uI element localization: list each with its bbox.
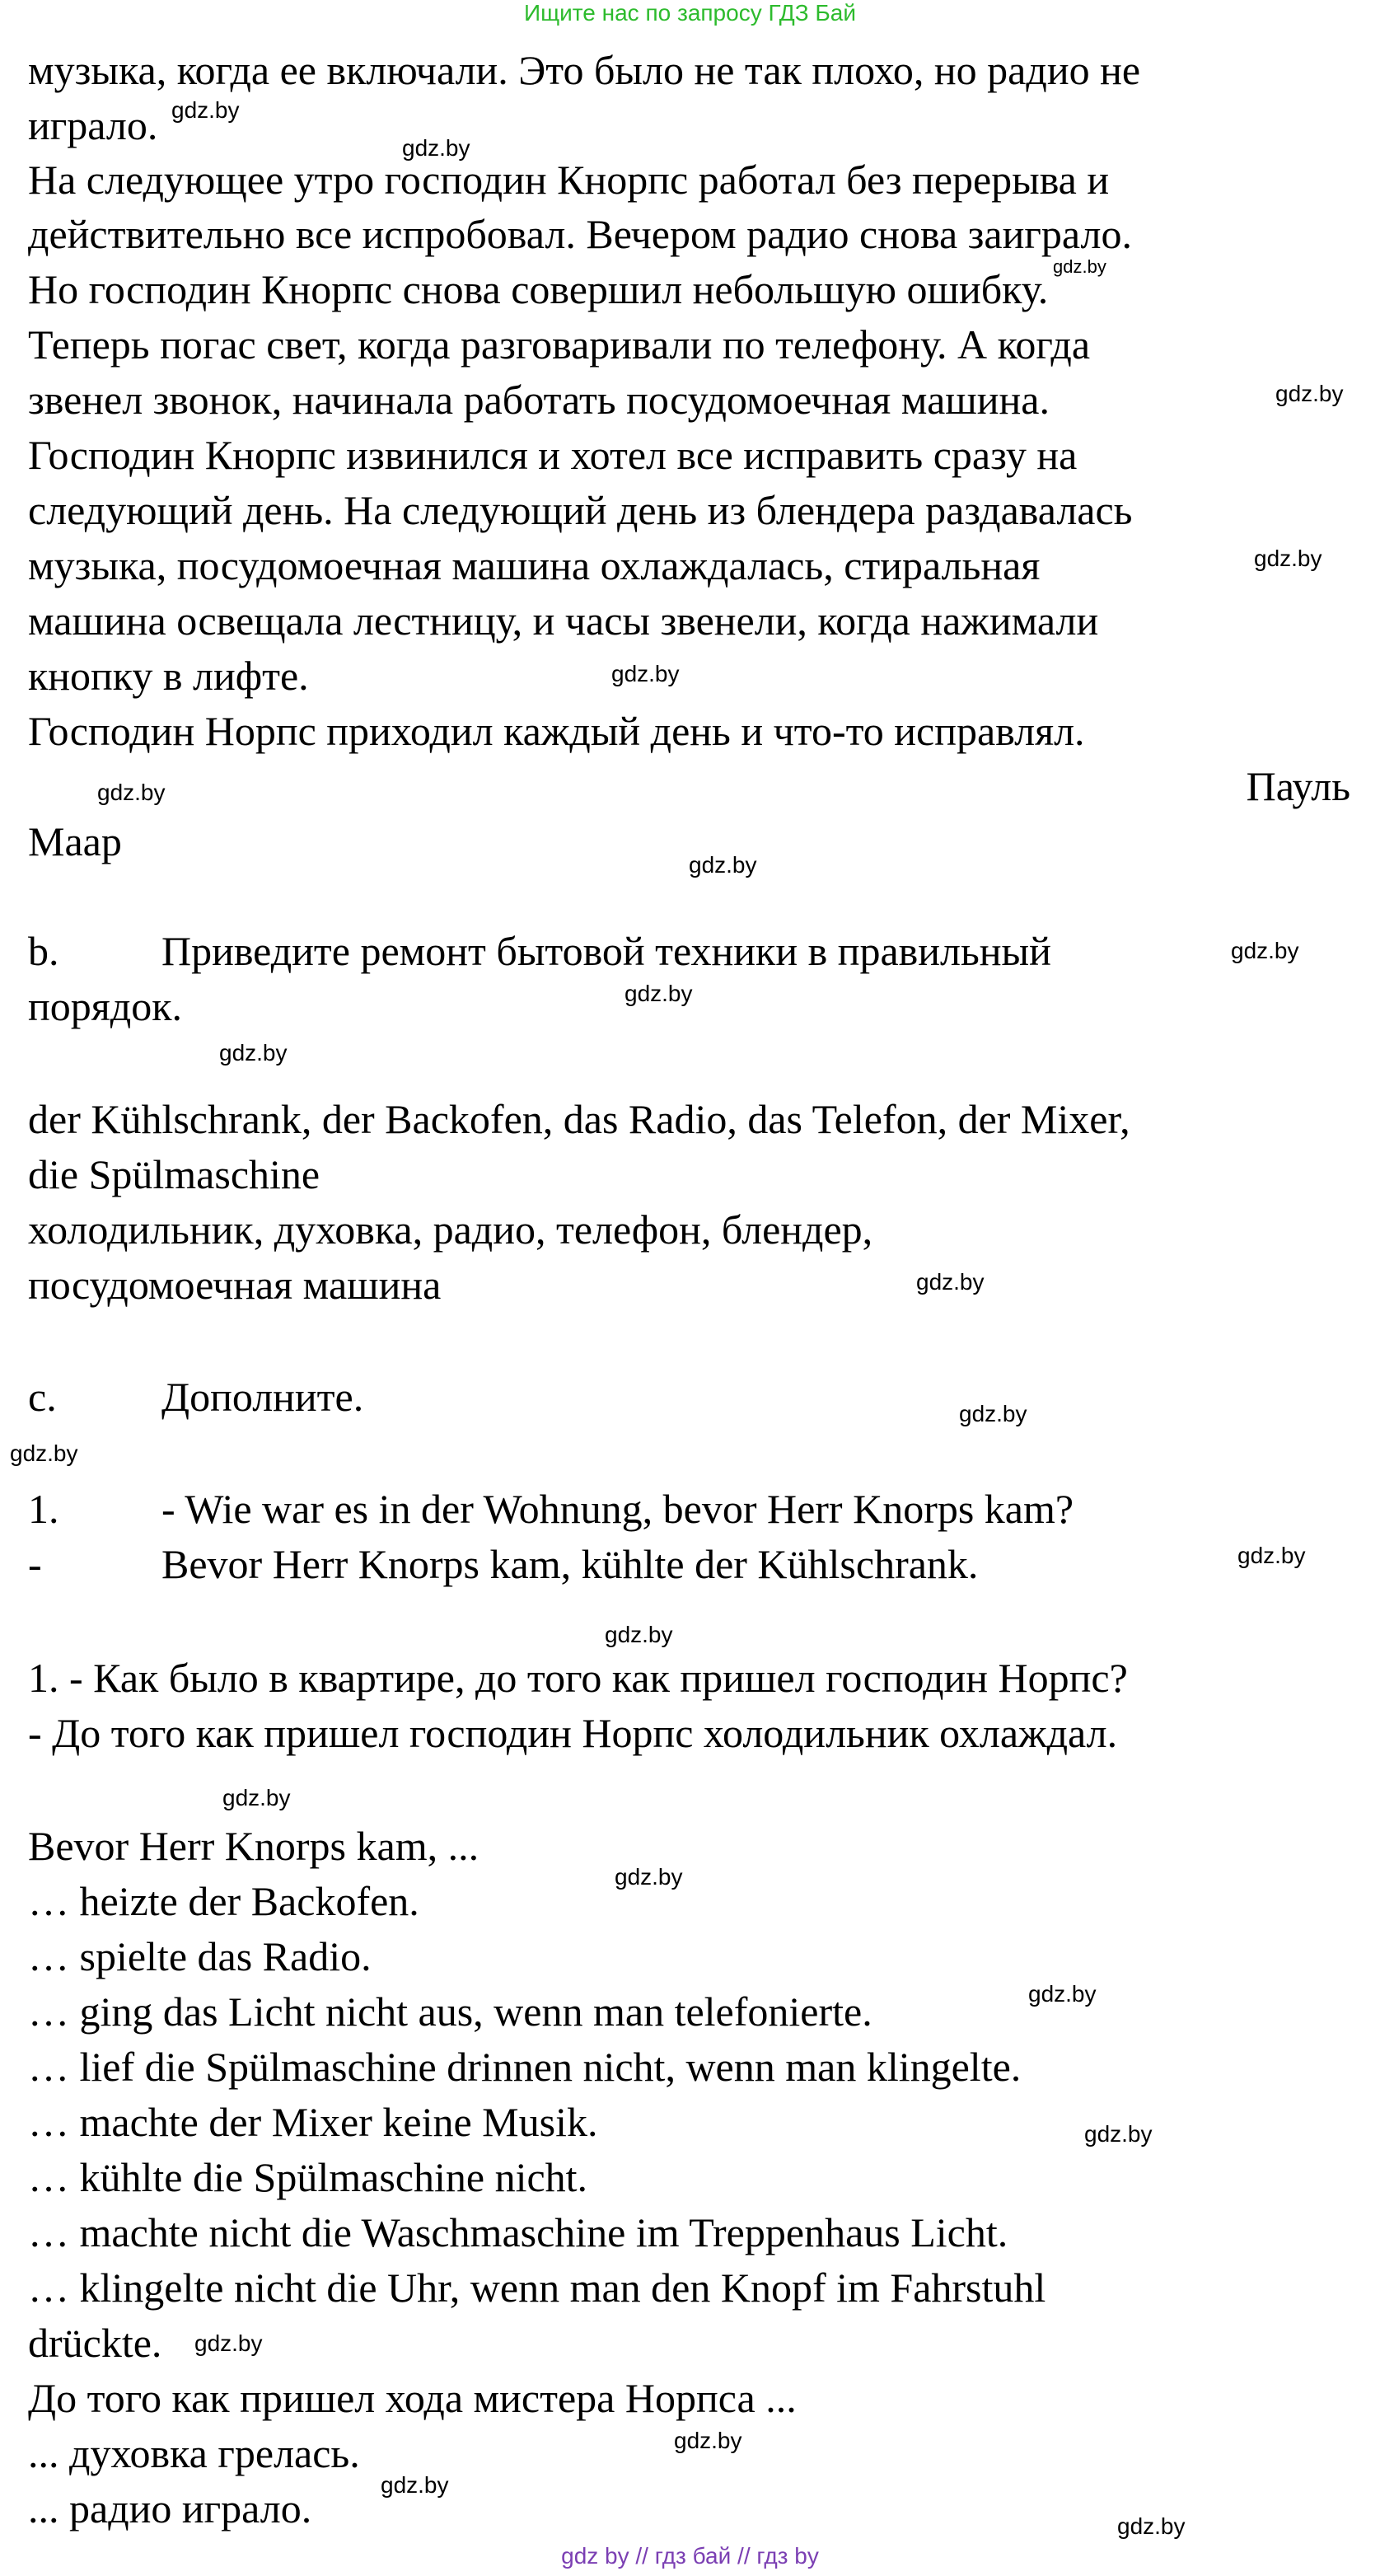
site-footer-links[interactable]: gdz by // гдз бай // гдз by [561,2543,819,2569]
watermark: gdz.by [674,2428,742,2453]
author-first-name: Пауль [1246,763,1350,809]
watermark: gdz.by [219,1040,288,1066]
watermark: gdz.by [171,97,240,123]
watermark: gdz.by [194,2330,263,2356]
watermark: gdz.by [10,1440,78,1466]
watermark: gdz.by [1231,938,1299,963]
watermark: gdz.by [1237,1543,1306,1568]
task-label: b. [28,928,59,974]
text-line: … machte nicht die Waschmaschine im Treppenhaus Licht. [28,2209,1008,2255]
item-label: - [28,1541,42,1587]
text-line: die Spülmaschine [28,1151,320,1197]
text-line: кнопку в лифте. [28,653,309,699]
watermark: gdz.by [1117,2513,1186,2539]
text-line: … machte der Mixer keine Musik. [28,2099,598,2145]
text-line: ... радио играло. [28,2485,312,2532]
text-line: музыка, когда ее включали. Это было не так плохо, но радио не [28,47,1141,93]
watermark: gdz.by [625,981,693,1006]
text-line: der Kühlschrank, der Backofen, das Radio, das Telefon, der Mixer, [28,1096,1130,1142]
watermark: gdz.by [222,1785,291,1810]
text-line: посудомоечная машина [28,1262,442,1308]
text-line: Bevor Herr Knorps kam, ... [28,1823,479,1869]
task-text: Дополните. [161,1374,364,1420]
text-line: На следующее утро господин Кнорпс работал без перерыва и [28,157,1110,203]
text-line: действительно все испробовал. Вечером радио снова заиграло. [28,211,1132,257]
text-line: Господин Норпс приходил каждый день и что-то исправлял. [28,708,1085,754]
watermark: gdz.by [1084,2121,1153,2147]
task-text: Приведите ремонт бытовой техники в правильный [161,928,1051,974]
text-line: … lief die Spülmaschine drinnen nicht, wenn man klingelte. [28,2044,1022,2090]
text-line: До того как пришел хода мистера Норпса ... [28,2375,797,2421]
text-line: играло. [28,102,158,148]
task-c-heading [28,1372,363,1421]
text-line: … kühlte die Spülmaschine nicht. [28,2154,588,2200]
text-line: Господин Кнорпс извинился и хотел все исправить сразу на [28,432,1078,478]
text-line: следующий день. На следующий день из блендера раздавалась [28,487,1133,533]
text-line: звенел звонок, начинала работать посудомоечная машина. [28,377,1050,423]
watermark: gdz.by [1028,1981,1097,2007]
watermark: gdz.by [689,852,757,878]
site-search-banner[interactable]: Ищите нас по запросу ГДЗ Бай [523,0,857,26]
watermark: gdz.by [605,1622,673,1647]
watermark: gdz.by [1254,546,1322,571]
item-text: - Wie war es in der Wohnung, bevor Herr Knorps kam? [161,1486,1074,1532]
text-line: - До того как пришел господин Норпс холодильник охлаждал. [28,1710,1118,1756]
text-line: 1. - Как было в квартире, до того как пришел господин Норпс? [28,1655,1128,1701]
text-line: … ging das Licht nicht aus, wenn man telefonierte. [28,1988,872,2035]
text-line: … klingelte nicht die Uhr, wenn man den Knopf im Fahrstuhl [28,2265,1046,2311]
watermark: gdz.by [1053,256,1106,277]
watermark: gdz.by [611,661,680,686]
author-last-name: Маар [28,818,122,864]
watermark: gdz.by [97,780,166,805]
text-line: Но господин Кнорпс снова совершил небольшую ошибку. [28,266,1049,312]
text-line: холодильник, духовка, радио, телефон, блендер, [28,1206,873,1253]
watermark: gdz.by [959,1401,1027,1426]
text-line: Теперь погас свет, когда разговаривали по телефону. А когда [28,321,1091,368]
watermark: gdz.by [615,1864,683,1890]
dialog-line [28,1539,978,1589]
watermark: gdz.by [1275,381,1344,406]
watermark: gdz.by [381,2472,449,2498]
item-text: Bevor Herr Knorps kam, kühlte der Kühlschrank. [161,1541,979,1587]
text-line: ... духовка грелась. [28,2430,360,2476]
task-b-heading [28,926,1051,976]
watermark: gdz.by [916,1269,985,1295]
text-line: … spielte das Radio. [28,1933,372,1979]
dialog-line [28,1484,1074,1534]
text-line: … heizte der Backofen. [28,1878,419,1924]
text-line: музыка, посудомоечная машина охлаждалась, стиральная [28,542,1041,588]
task-label: c. [28,1374,57,1420]
task-b-heading-cont: порядок. [28,983,182,1029]
text-line: drückte. [28,2320,162,2366]
watermark: gdz.by [402,135,470,161]
text-line: машина освещала лестницу, и часы звенели, когда нажимали [28,597,1099,644]
item-label: 1. [28,1486,59,1532]
